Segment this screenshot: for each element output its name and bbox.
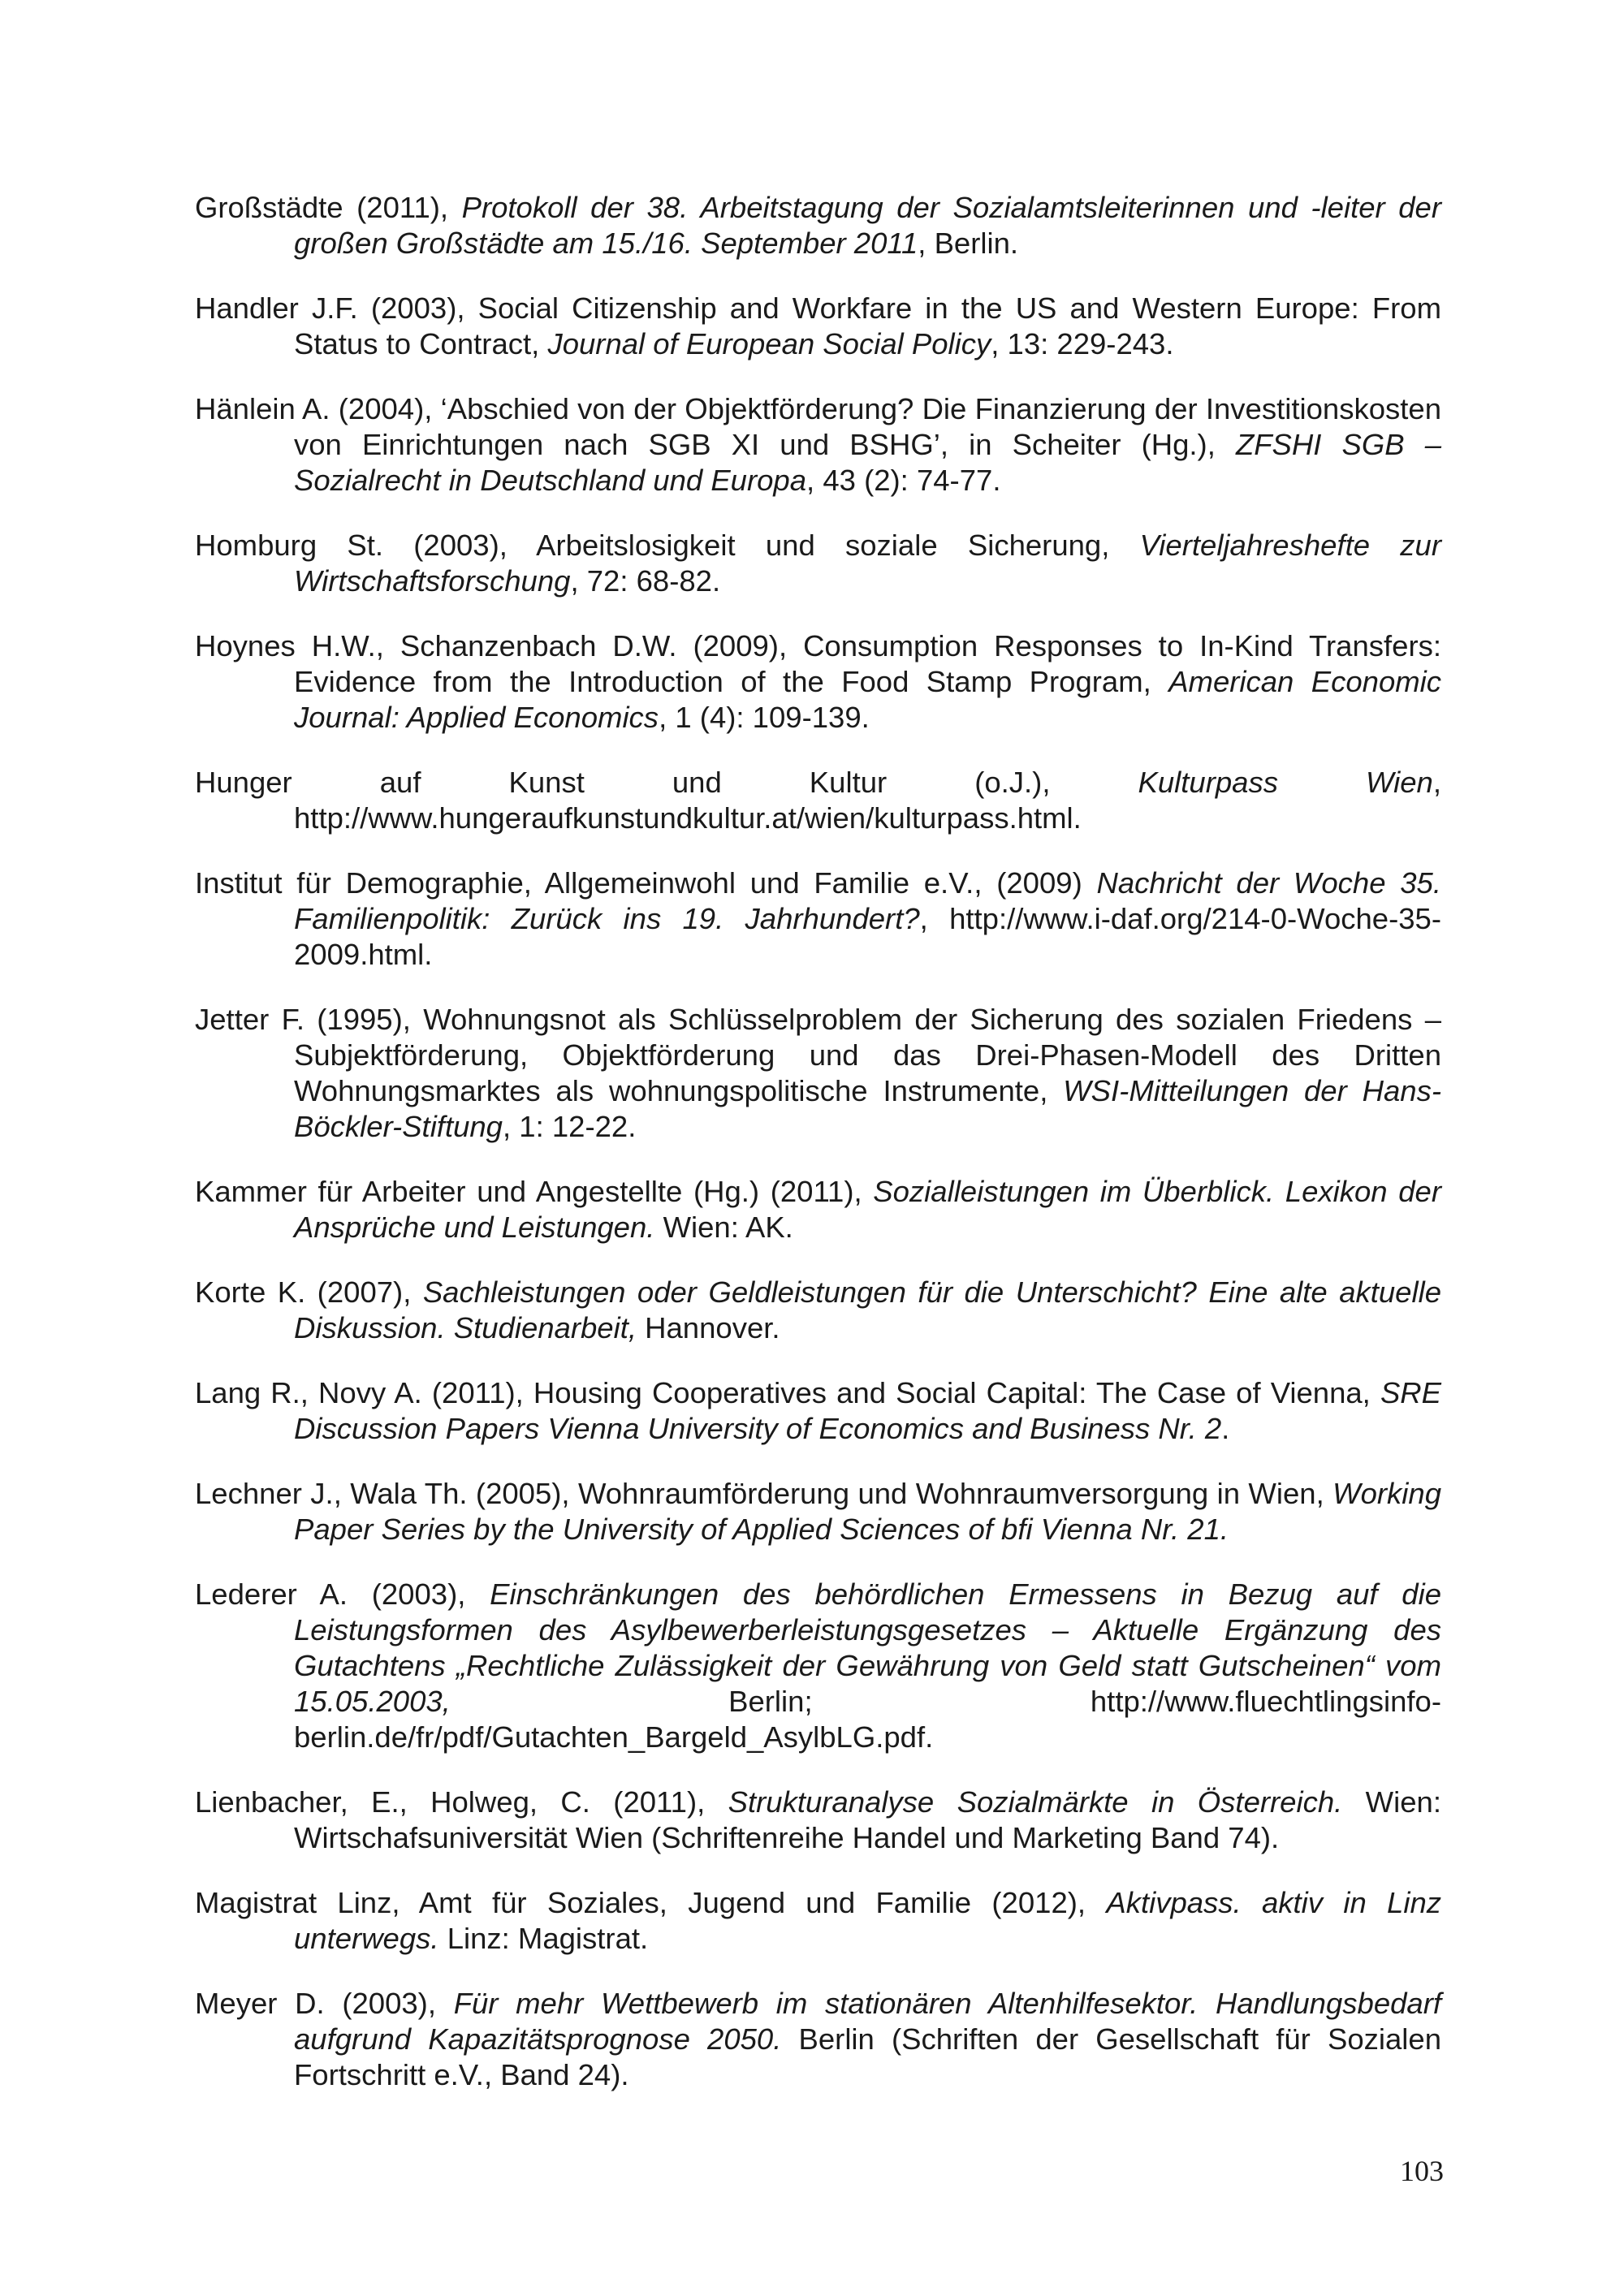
reference-list bbox=[195, 190, 1441, 2122]
reference-text: Lederer A. (2003), bbox=[195, 1577, 490, 1611]
reference-entry-hoynes bbox=[195, 628, 1441, 736]
reference-entry-institut bbox=[195, 865, 1441, 973]
reference-entry-hunger bbox=[195, 765, 1441, 836]
reference-text: , http://www.i-daf.org/214-0-Woche-35-2009.html. bbox=[294, 902, 1442, 971]
reference-title: ZFSHI SGB – Sozialrecht in Deutschland und Europa bbox=[294, 428, 1441, 497]
reference-entry-korte bbox=[195, 1275, 1441, 1346]
reference-text: Hänlein A. (2004), ‘Abschied von der Objektförderung? Die Finanzierung der Investitionskosten von Einrichtungen nach SGB XI und BSHG’, in Scheiter (Hg.), bbox=[195, 392, 1441, 461]
reference-text: Lechner J., Wala Th. (2005), Wohnraumförderung und Wohnraumversorgung in Wien, bbox=[195, 1477, 1333, 1510]
reference-text: Meyer D. (2003), bbox=[195, 1987, 454, 2020]
reference-text: Handler J.F. (2003), Social Citizenship and Workfare in the US and Western Europe: From Status to Contract, bbox=[195, 291, 1441, 360]
reference-title: Vierteljahreshefte zur Wirtschaftsforschung bbox=[294, 529, 1441, 598]
reference-title: Sachleistungen oder Geldleistungen für die Unterschicht? Eine alte aktuelle Diskussion. Studienarbeit, bbox=[294, 1275, 1441, 1344]
reference-text: , http://www.hungeraufkunstundkultur.at/wien/kulturpass.html. bbox=[294, 766, 1441, 835]
reference-text: , 1 (4): 109-139. bbox=[659, 701, 870, 734]
reference-text: Lang R., Novy A. (2011), Housing Cooperatives and Social Capital: The Case of Vienna, bbox=[195, 1376, 1380, 1409]
reference-text: Wien: Wirtschafsuniversität Wien (Schriftenreihe Handel und Marketing Band 74). bbox=[294, 1785, 1441, 1854]
reference-title: Nachricht der Woche 35. Familienpolitik: Zurück ins 19. Jahrhundert? bbox=[294, 866, 1441, 935]
reference-entry-handler bbox=[195, 291, 1441, 362]
reference-entry-lang bbox=[195, 1375, 1441, 1447]
reference-entry-kammer bbox=[195, 1174, 1441, 1245]
reference-text: Lienbacher, E., Holweg, C. (2011), bbox=[195, 1785, 728, 1819]
reference-title: Kulturpass Wien bbox=[1138, 766, 1433, 799]
reference-title: American Economic Journal: Applied Economics bbox=[294, 665, 1442, 734]
reference-text: Hannover. bbox=[637, 1311, 780, 1344]
reference-title: Protokoll der 38. Arbeitstagung der Sozialamtsleiterinnen und -leiter der großen Großstädte am 15./16. September 2011 bbox=[294, 191, 1441, 260]
reference-entry-meyer bbox=[195, 1986, 1441, 2093]
reference-text: , Berlin. bbox=[918, 227, 1019, 260]
reference-title: SRE Discussion Papers Vienna University of Economics and Business Nr. 2 bbox=[294, 1376, 1441, 1445]
reference-entry-jetter bbox=[195, 1002, 1441, 1145]
reference-text: Magistrat Linz, Amt für Soziales, Jugend und Familie (2012), bbox=[195, 1886, 1107, 1919]
reference-title: Sozialleistungen im Überblick. Lexikon der Ansprüche und Leistungen. bbox=[294, 1175, 1441, 1244]
reference-text: Großstädte (2011), bbox=[195, 191, 462, 224]
reference-text: , 13: 229-243. bbox=[991, 327, 1174, 360]
reference-text: Institut für Demographie, Allgemeinwohl und Familie e.V., (2009) bbox=[195, 866, 1097, 900]
reference-entry-homburg bbox=[195, 528, 1441, 599]
reference-text: Homburg St. (2003), Arbeitslosigkeit und soziale Sicherung, bbox=[195, 529, 1140, 562]
reference-title: WSI-Mitteilungen der Hans-Böckler-Stiftung bbox=[294, 1074, 1441, 1143]
reference-text: Korte K. (2007), bbox=[195, 1275, 423, 1309]
reference-text: Jetter F. (1995), Wohnungsnot als Schlüsselproblem der Sicherung des sozialen Friedens – Subjektförderung, Objektförderung und das Drei-Phasen-Modell des Dritten Wohnungsmarktes als wohnungspolitische Instrumente, bbox=[195, 1003, 1441, 1107]
reference-entry-haenlein bbox=[195, 391, 1441, 498]
reference-text: Hunger auf Kunst und Kultur (o.J.), bbox=[195, 766, 1138, 799]
reference-entry-grossstaedte bbox=[195, 190, 1441, 261]
reference-text: , 72: 68-82. bbox=[570, 564, 721, 598]
reference-text: Berlin (Schriften der Gesellschaft für Sozialen Fortschritt e.V., Band 24). bbox=[294, 2022, 1441, 2091]
reference-entry-magistrat bbox=[195, 1885, 1441, 1957]
reference-title: Strukturanalyse Sozialmärkte in Österreich. bbox=[728, 1785, 1343, 1819]
reference-title: Einschränkungen des behördlichen Ermessens in Bezug auf die Leistungsformen des Asylbewerberleistungsgesetzes – Aktuelle Ergänzung des Gutachtens „Rechtliche Zulässigkeit der Gewährung von Geld statt Gutscheinen“ vom 15.05.2003, bbox=[294, 1577, 1441, 1718]
reference-title: Working Paper Series by the University of Applied Sciences of bfi Vienna Nr. 21. bbox=[294, 1477, 1441, 1546]
reference-entry-lechner bbox=[195, 1476, 1441, 1547]
reference-entry-lederer bbox=[195, 1577, 1441, 1755]
reference-title: Für mehr Wettbewerb im stationären Altenhilfesektor. Handlungsbedarf aufgrund Kapazitätsprognose 2050. bbox=[294, 1987, 1442, 2056]
reference-text: Berlin; http://www.fluechtlingsinfo-berlin.de/fr/pdf/Gutachten_Bargeld_AsylbLG.pdf. bbox=[294, 1685, 1441, 1754]
reference-text: , 43 (2): 74-77. bbox=[806, 464, 1001, 497]
reference-text: . bbox=[1221, 1412, 1230, 1445]
reference-text: Hoynes H.W., Schanzenbach D.W. (2009), Consumption Responses to In-Kind Transfers: Evidence from the Introduction of the Food Stamp Program, bbox=[195, 629, 1441, 698]
reference-text: Kammer für Arbeiter und Angestellte (Hg.) (2011), bbox=[195, 1175, 874, 1208]
reference-title: Aktivpass. aktiv in Linz unterwegs. bbox=[294, 1886, 1441, 1955]
reference-text: Linz: Magistrat. bbox=[438, 1922, 649, 1955]
reference-title: Journal of European Social Policy bbox=[547, 327, 991, 360]
page-number: 103 bbox=[1400, 2155, 1444, 2187]
reference-text: Wien: AK. bbox=[654, 1211, 793, 1244]
reference-text: , 1: 12-22. bbox=[502, 1110, 637, 1143]
reference-entry-lienbacher bbox=[195, 1785, 1441, 1856]
